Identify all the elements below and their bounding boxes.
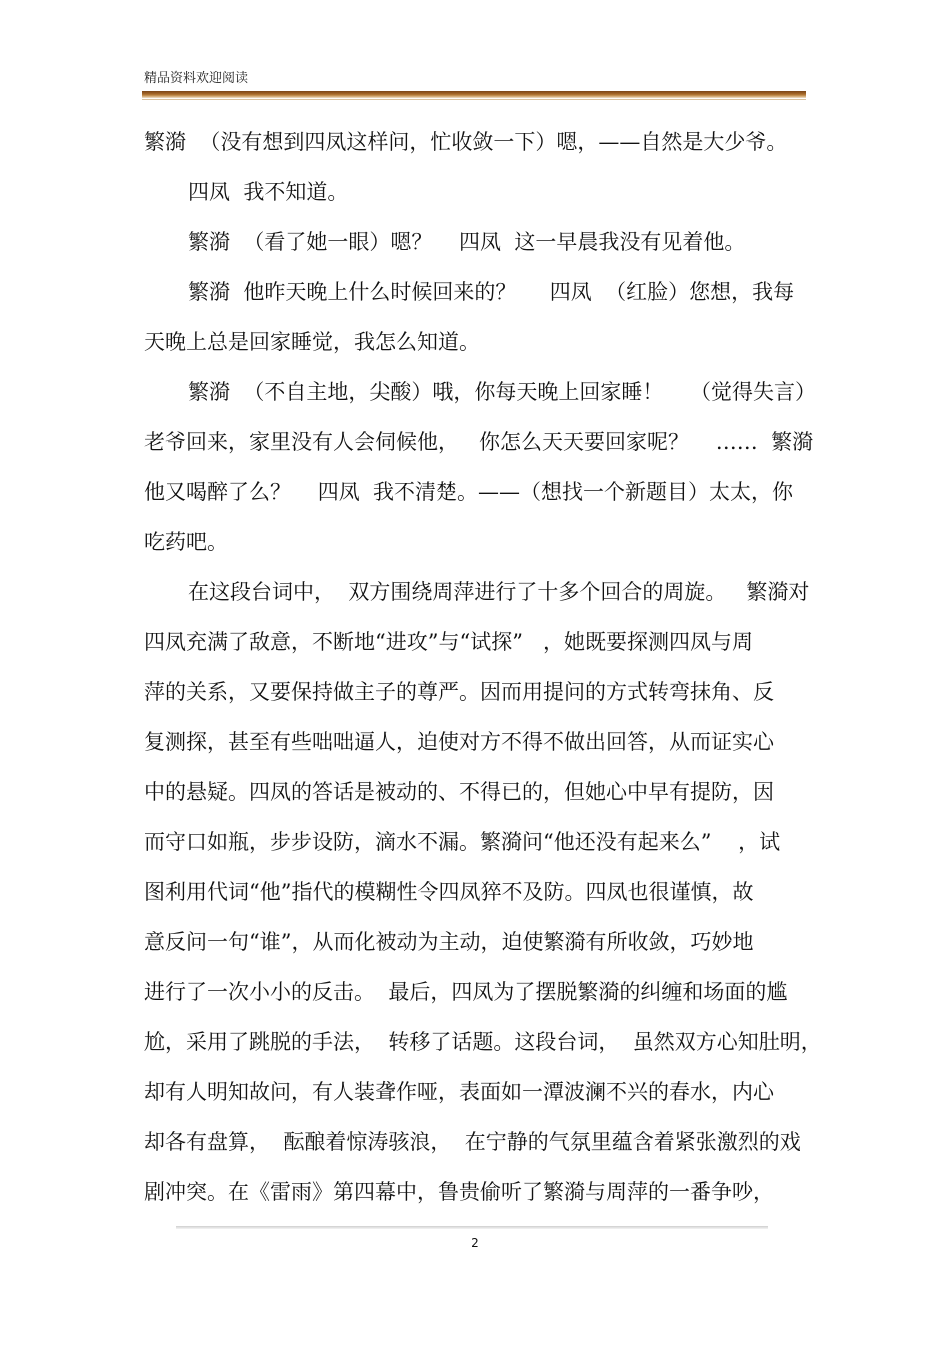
text-line: 萍的关系，又要保持做主子的尊严。因而用提问的方式转弯抹角、反: [144, 680, 774, 704]
header-divider: [142, 91, 806, 98]
text-line: 复测探，甚至有些咄咄逼人，迫使对方不得不做出回答，从而证实心: [144, 730, 774, 754]
text-line: 进行了一次小小的反击。 最后，四凤为了摆脱繁漪的纠缠和场面的尴: [144, 980, 788, 1004]
text-line: 四凤 我不知道。: [188, 180, 349, 204]
text-line: 却各有盘算， 酝酿着惊涛骇浪， 在宁静的气氛里蕴含着紧张激烈的戏: [144, 1130, 801, 1154]
page-number: 2: [471, 1236, 479, 1250]
text-line: 天晚上总是回家睡觉，我怎么知道。: [144, 330, 480, 354]
footer-divider: [176, 1226, 768, 1229]
text-line: 剧冲突。在《雷雨》第四幕中，鲁贵偷听了繁漪与周萍的一番争吵，: [144, 1180, 774, 1204]
text-line: 繁漪 （没有想到四凤这样问，忙收敛一下）嗯，——自然是大少爷。: [144, 130, 788, 154]
text-line: 中的悬疑。四凤的答话是被动的、不得已的，但她心中早有提防，因: [144, 780, 774, 804]
text-line: 老爷回来，家里没有人会伺候他， 你怎么天天要回家呢？ …… 繁漪: [144, 430, 814, 454]
text-line: 尬，采用了跳脱的手法， 转移了话题。这段台词， 虽然双方心知肚明，: [144, 1030, 822, 1054]
text-line: 却有人明知故问，有人装聋作哑，表面如一潭波澜不兴的春水，内心: [144, 1080, 774, 1104]
text-line: 繁漪 （不自主地，尖酸）哦，你每天晚上回家睡！ （觉得失言）: [188, 380, 817, 404]
page-header-text: 精品资料欢迎阅读: [144, 71, 249, 86]
header-divider-thin: [142, 99, 806, 100]
text-line: 意反问一句“谁”，从而化被动为主动，迫使繁漪有所收敛，巧妙地: [144, 930, 754, 954]
text-line: 而守口如瓶，步步设防，滴水不漏。繁漪问“他还没有起来么” ，试: [144, 830, 781, 854]
text-line: 图利用代词“他”指代的模糊性令四凤猝不及防。四凤也很谨慎，故: [144, 880, 754, 904]
text-line: 在这段台词中， 双方围绕周萍进行了十多个回合的周旋。 繁漪对: [188, 580, 810, 604]
text-line: 吃药吧。: [144, 530, 228, 554]
text-line: 繁漪 他昨天晚上什么时候回来的？ 四凤 （红脸）您想，我每: [188, 280, 795, 304]
text-line: 繁漪 （看了她一眼）嗯？ 四凤 这一早晨我没有见着他。: [188, 230, 746, 254]
text-line: 他又喝醉了么？ 四凤 我不清楚。——（想找一个新题目）太太，你: [144, 480, 794, 504]
text-line: 四凤充满了敌意，不断地“进攻”与“试探” ，她既要探测四凤与周: [144, 630, 753, 654]
